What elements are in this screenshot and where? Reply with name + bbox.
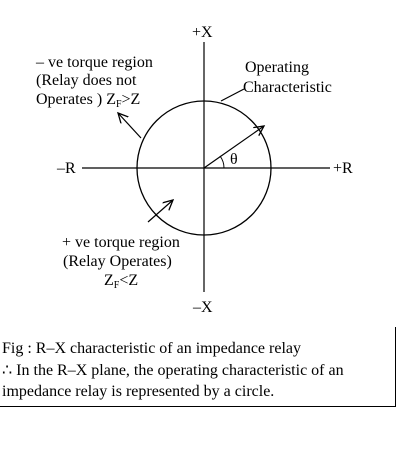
angle-arc bbox=[220, 156, 224, 168]
neg-region-line2: (Relay does not bbox=[36, 72, 137, 89]
caption-line-3: impedance relay is represented by a circle. bbox=[2, 383, 275, 400]
pos-region-line2: (Relay Operates) bbox=[63, 253, 172, 270]
pos-region-line1: + ve torque region bbox=[62, 234, 180, 251]
neg-x-label: –X bbox=[193, 299, 213, 316]
pos-r-label: +R bbox=[333, 160, 353, 177]
caption-line-2: ∴ In the R–X plane, the operating characteristic of an bbox=[2, 362, 344, 379]
operating-line1: Operating bbox=[245, 59, 309, 76]
negative-region-arrow bbox=[118, 113, 141, 138]
operating-line2: Characteristic bbox=[243, 79, 332, 96]
neg-region-line1: – ve torque region bbox=[36, 54, 153, 71]
caption-title: Fig : R–X characteristic of an impedance relay bbox=[2, 340, 301, 357]
neg-region-line3: Operates ) ZF>Z bbox=[36, 91, 141, 110]
angle-theta-label: θ bbox=[230, 151, 238, 168]
pos-region-line3: ZF<Z bbox=[104, 272, 139, 291]
caption-box bbox=[0, 327, 396, 407]
neg-r-label: –R bbox=[57, 160, 76, 177]
pos-x-label: +X bbox=[192, 24, 213, 41]
operating-char-pointer bbox=[221, 89, 244, 101]
